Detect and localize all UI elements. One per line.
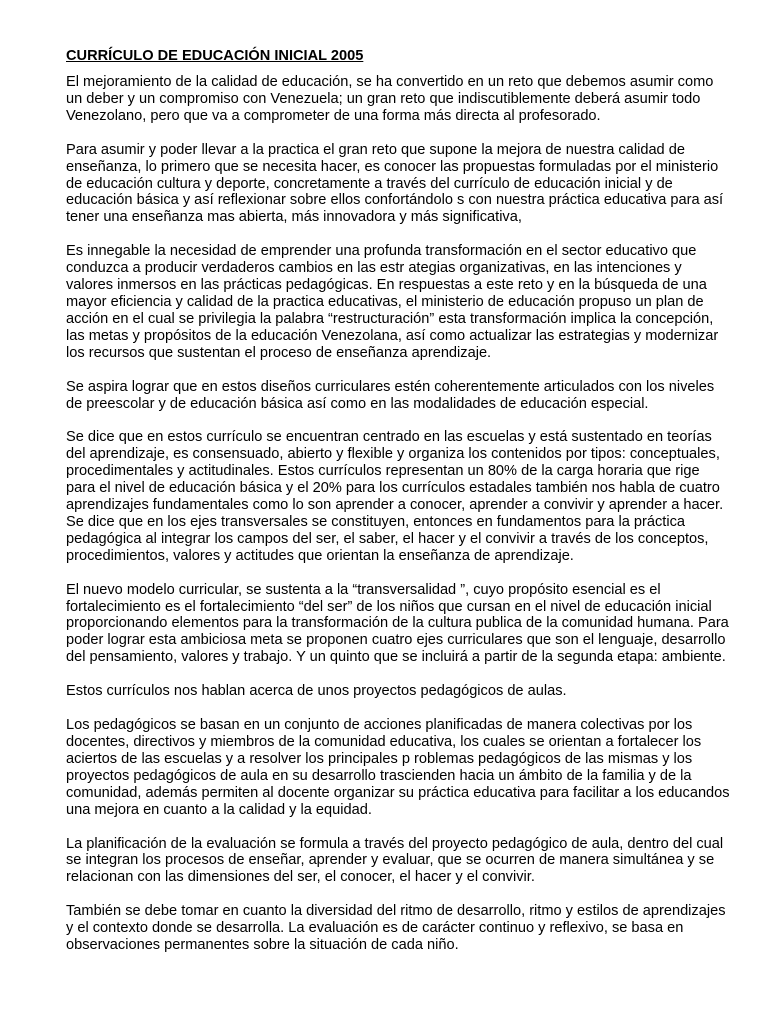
paragraph-9: La planificación de la evaluación se formula a través del proyecto pedagógico de aula, dentro del cual se integran los procesos de enseñar, aprender y evaluar, que se ocurren de manera simultánea y se relacionan con las dimensiones del ser, el conocer, el hacer y el convivir.	[66, 835, 724, 886]
paragraph-6: El nuevo modelo curricular, se sustenta a la “transversalidad ”, cuyo propósito esencial es el fortalecimiento es el fortalecimiento “del ser” de los niños que cursan en el nivel de educación inicial proporcionando elementos para la transformación de la cultura publica de la comunidad humana. Para poder lograr esta ambiciosa meta se proponen cuatro ejes curriculares que son el lenguaje, desarrollo del pensamiento, valores y trabajo. Y un quinto que se incluirá a partir de la segunda etapa: ambiente.	[66, 581, 729, 666]
paragraph-8: Los pedagógicos se basan en un conjunto de acciones planificadas de manera colectivas por los docentes, directivos y miembros de la comunidad educativa, los cuales se orientan a fortalecer los aciertos de las escuelas y a resolver los principales p roblemas pedagógicos de las mismas y los proyectos pedagógicos de aula en su desarrollo trascienden hacia un ámbito de la familia y de la comunidad, además permiten al docente organizar su práctica educativa para facilitar a los educandos una mejora en cuanto a la calidad y la equidad.	[66, 717, 730, 818]
document-page	[66, 48, 730, 971]
paragraph-7: Estos currículos nos hablan acerca de unos proyectos pedagógicos de aulas.	[66, 683, 567, 700]
paragraph-1: El mejoramiento de la calidad de educación, se ha convertido en un reto que debemos asumir como un deber y un compromiso con Venezuela; un gran reto que indiscutiblemente deberá asumir todo Venezolano, pero que va a comprometer de una forma más directa al profesorado.	[66, 74, 714, 124]
paragraph-10: También se debe tomar en cuanto la diversidad del ritmo de desarrollo, ritmo y estilos de aprendizajes y el contexto donde se desarrolla. La evaluación es de carácter continuo y reflexivo, se basa en observaciones permanentes sobre la situación de cada niño.	[66, 903, 726, 954]
paragraph-4: Se aspira lograr que en estos diseños curriculares estén coherentemente articulados con los niveles de preescolar y de educación básica así como en las modalidades de educación especial.	[66, 378, 715, 412]
document-title: CURRÍCULO DE EDUCACIÓN INICIAL 2005	[66, 48, 364, 64]
paragraph-3: Es innegable la necesidad de emprender una profunda transformación en el sector educativo que conduzca a producir verdaderos cambios en las estr ategias organizativas, en las intenciones y valores inmersos en las prácticas pedagógicas. En respuestas a este reto y en la búsqueda de una mayor eficiencia y calidad de la practica educativas, el ministerio de educación propuso un plan de acción en el cual se privilegia la palabra “restructuración” esta transformación implica la concepción, las metas y propósitos de la educación Venezolana, así como actualizar las estrategias y modernizar los recursos que sustentan el proceso de enseñanza aprendizaje.	[66, 243, 719, 361]
paragraph-5: Se dice que en estos currículo se encuentran centrado en las escuelas y está sustentado en teorías del aprendizaje, es consensuado, abierto y flexible y organiza los contenidos por tipos: conceptuales, procedimentales y actitudinales. Estos currículos representan un 80% de la carga horaria que rige para el nivel de educación básica y el 20% para los currículos estadales también nos habla de cuatro aprendizajes fundamentales como lo son aprender a conocer, aprender a convivir y aprender a hacer. Se dice que en los ejes transversales se constituyen, entonces en fundamentos para la práctica pedagógica al integrar los campos del ser, el saber, el hacer y el convivir a través de los conceptos, procedimientos, valores y actitudes que orientan la enseñanza de aprendizaje.	[66, 429, 724, 564]
paragraph-2: Para asumir y poder llevar a la practica el gran reto que supone la mejora de nuestra calidad de enseñanza, lo primero que se necesita hacer, es conocer las propuestas formuladas por el ministerio de educación cultura y deporte, concretamente a través del currículo de educación inicial y de educación básica y así reflexionar sobre ellos confortándolo s con nuestra práctica educativa para así tener una enseñanza mas abierta, más innovadora y más significativa,	[66, 141, 724, 226]
